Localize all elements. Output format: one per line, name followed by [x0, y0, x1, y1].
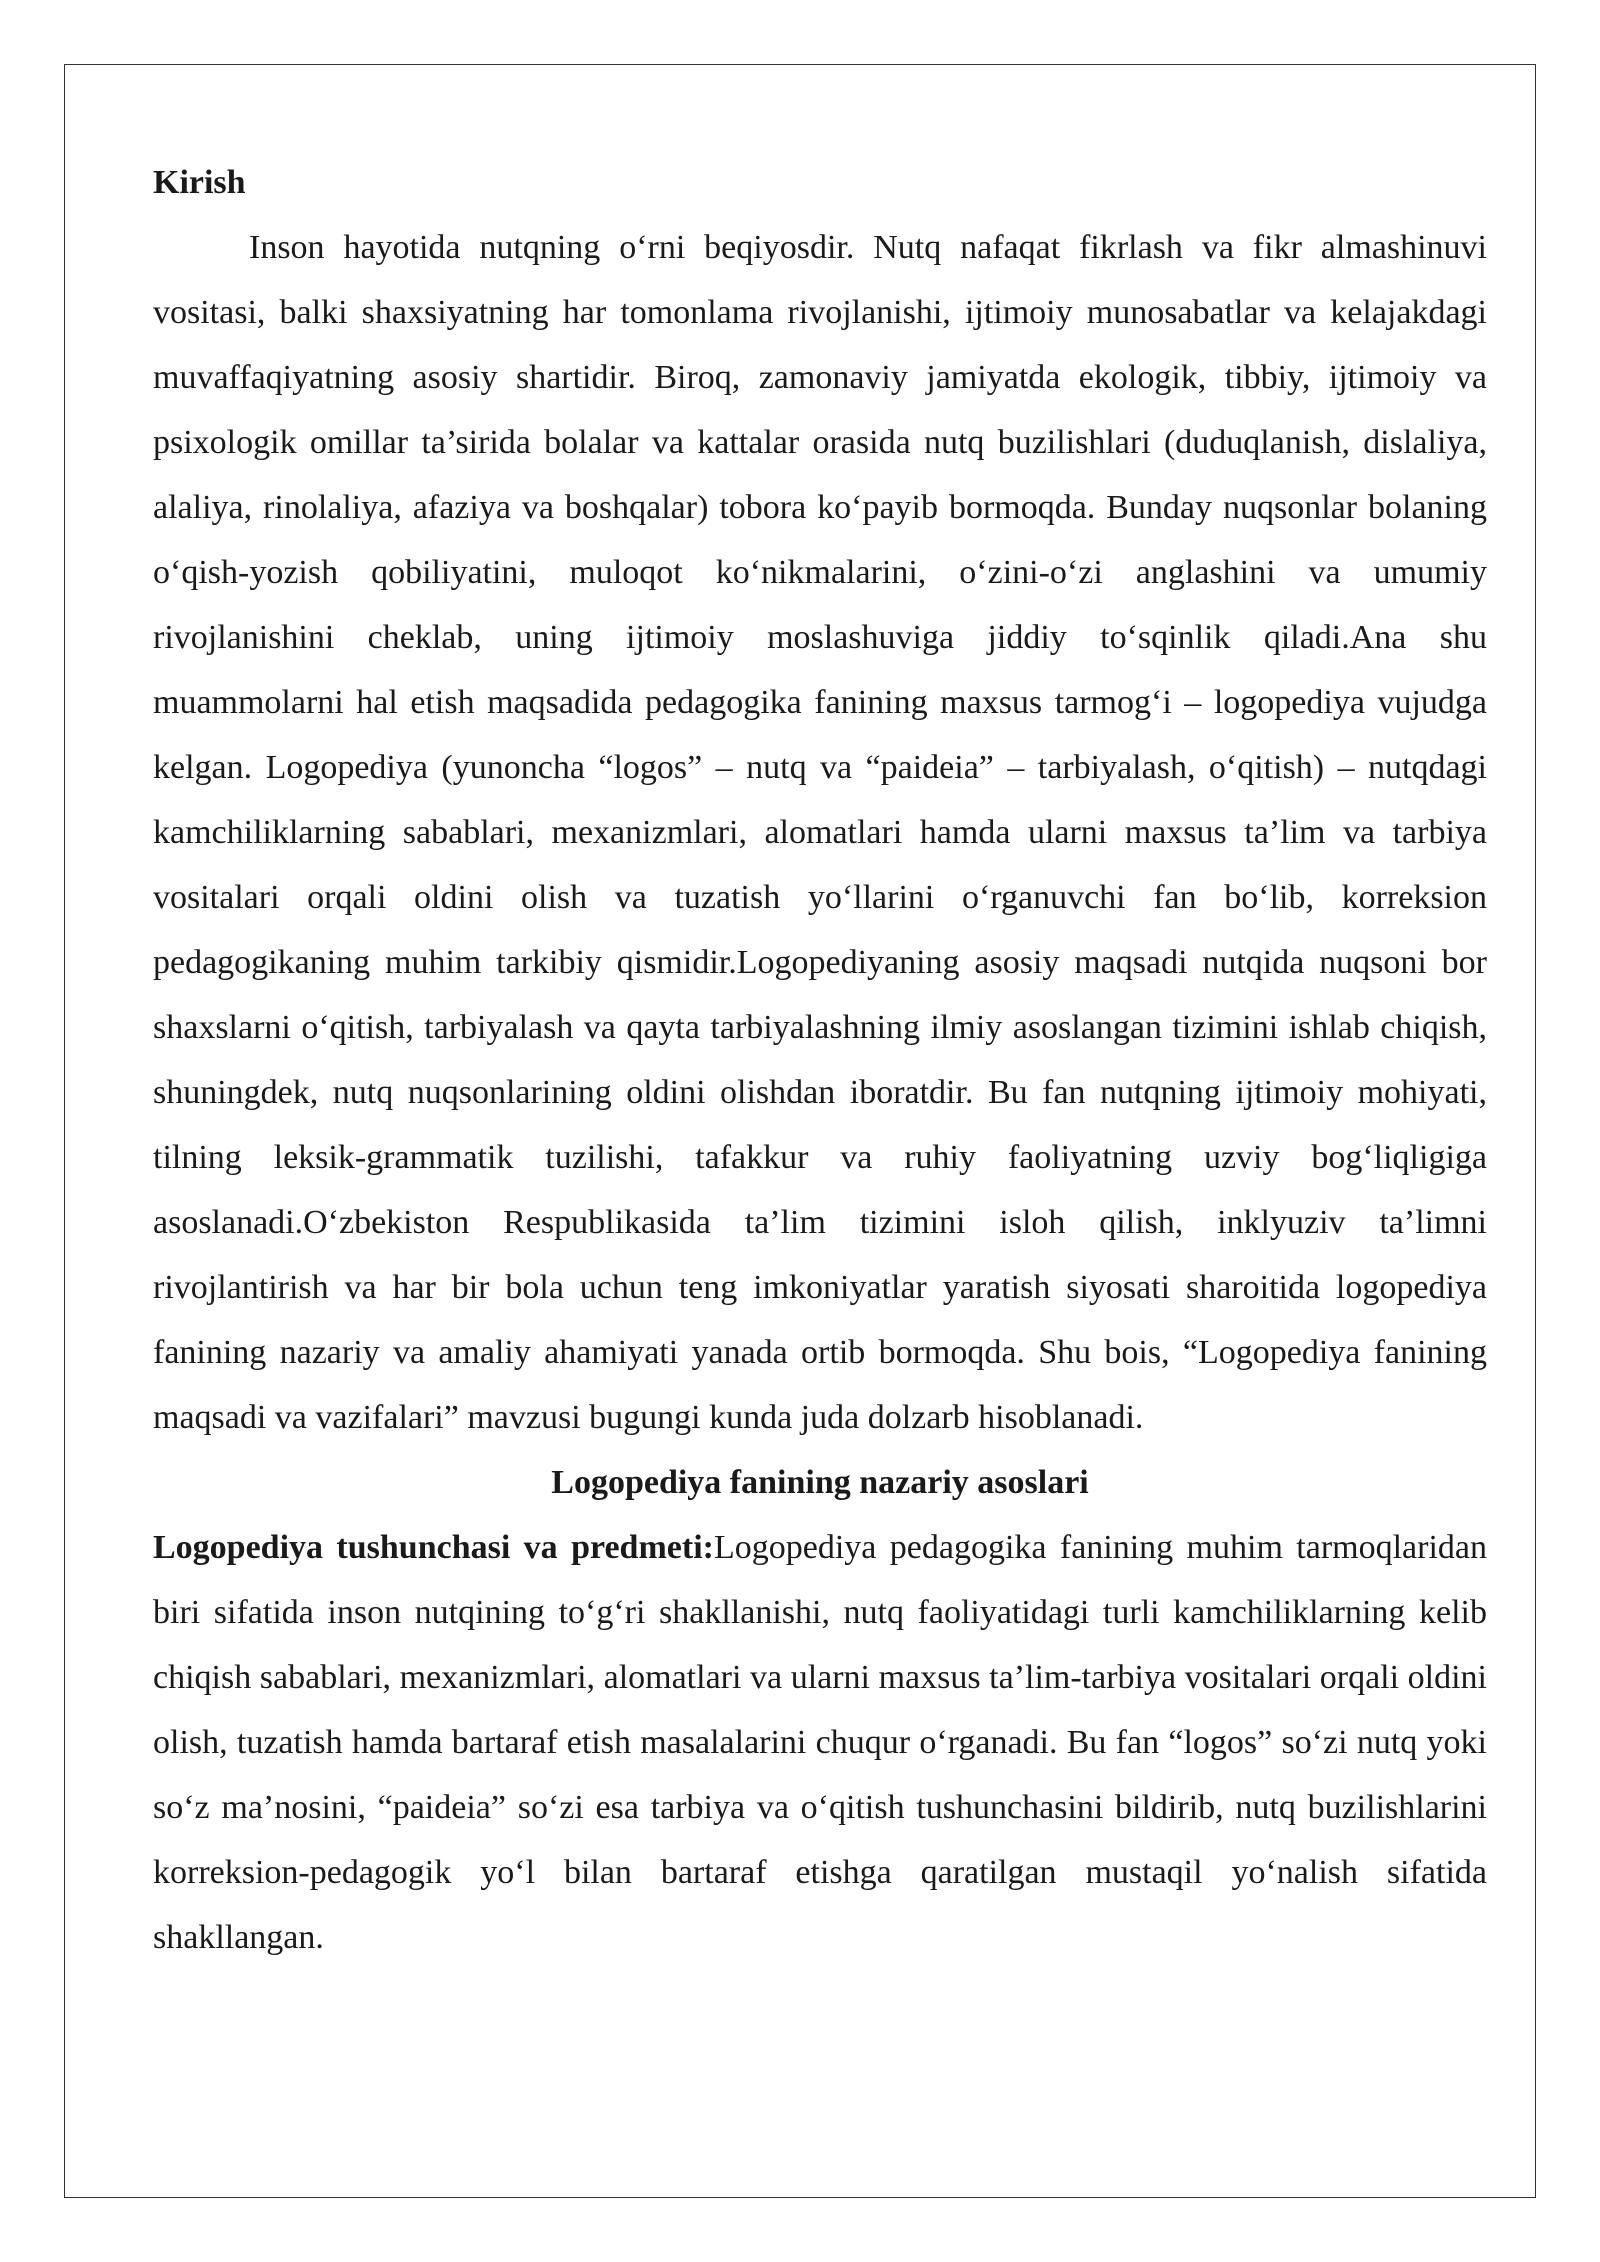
subsection-text: Logopediya pedagogika fanining muhim tarmoqlaridan biri sifatida inson nutqining to‘g‘ri shakllanishi, nutq faoliyatidagi turli kamchiliklarning kelib chiqish sabablari, mexanizmlari, alomatlari va ularni maxsus ta’lim-tarbiya vositalari orqali oldini olish, tuzatish hamda bartaraf etish masalalarini chuqur o‘rganadi. Bu fan “logos” so‘zi nutq yoki so‘z ma’nosini, “paideia” so‘zi esa tarbiya va o‘qitish tushunchasini bildirib, nutq buzilishlarini korreksion-pedagogik yo‘l bilan bartaraf etishga qaratilgan mustaqil yo‘nalish sifatida shakllangan. — [153, 1529, 1487, 1956]
subsection-label: Logopediya tushunchasi va predmeti: — [153, 1529, 714, 1566]
intro-paragraph: Inson hayotida nutqning o‘rni beqiyosdir. Nutq nafaqat fikrlash va fikr almashinuvi vositasi, balki shaxsiyatning har tomonlama rivojlanishi, ijtimoiy munosabatlar va kelajakdagi muvaffaqiyatning asosiy shartidir. Biroq, zamonaviy jamiyatda ekologik, tibbiy, ijtimoiy va psixologik omillar ta’sirida bolalar va kattalar orasida nutq buzilishlari (duduqlanish, dislaliya, alaliya, rinolaliya, afaziya va boshqalar) tobora ko‘payib bormoqda. Bunday nuqsonlar bolaning o‘qish-yozish qobiliyatini, muloqot ko‘nikmalarini, o‘zini-o‘zi anglashini va umumiy rivojlanishini cheklab, uning ijtimoiy moslashuviga jiddiy to‘sqinlik qiladi.Ana shu muammolarni hal etish maqsadida pedagogika fanining maxsus tarmog‘i – logopediya vujudga kelgan. Logopediya (yunoncha “logos” – nutq va “paideia” – tarbiyalash, o‘qitish) – nutqdagi kamchiliklarning sabablari, mexanizmlari, alomatlari hamda ularni maxsus ta’lim va tarbiya vositalari orqali oldini olish va tuzatish yo‘llarini o‘rganuvchi fan bo‘lib, korreksion pedagogikaning muhim tarkibiy qismidir.Logopediyaning asosiy maqsadi nutqida nuqsoni bor shaxslarni o‘qitish, tarbiyalash va qayta tarbiyalashning ilmiy asoslangan tizimini ishlab chiqish, shuningdek, nutq nuqsonlarining oldini olishdan iboratdir. Bu fan nutqning ijtimoiy mohiyati, tilning leksik-grammatik tuzilishi, tafakkur va ruhiy faoliyatning uzviy bog‘liqligiga asoslanadi.O‘zbekiston Respublikasida ta’lim tizimini isloh qilish, inklyuziv ta’limni rivojlantirish va har bir bola uchun teng imkoniyatlar yaratish siyosati sharoitida logopediya fanining nazariy va amaliy ahamiyati yanada ortib bormoqda. Shu bois, “Logopediya fanining maqsadi va vazifalari” mavzusi bugungi kunda juda dolzarb hisoblanadi. — [153, 229, 1487, 1436]
intro-heading: Kirish — [153, 164, 246, 201]
section-heading: Logopediya fanining nazariy asoslari — [551, 1464, 1089, 1501]
document-body — [153, 150, 1487, 1970]
subsection-paragraph — [153, 1515, 1487, 1970]
